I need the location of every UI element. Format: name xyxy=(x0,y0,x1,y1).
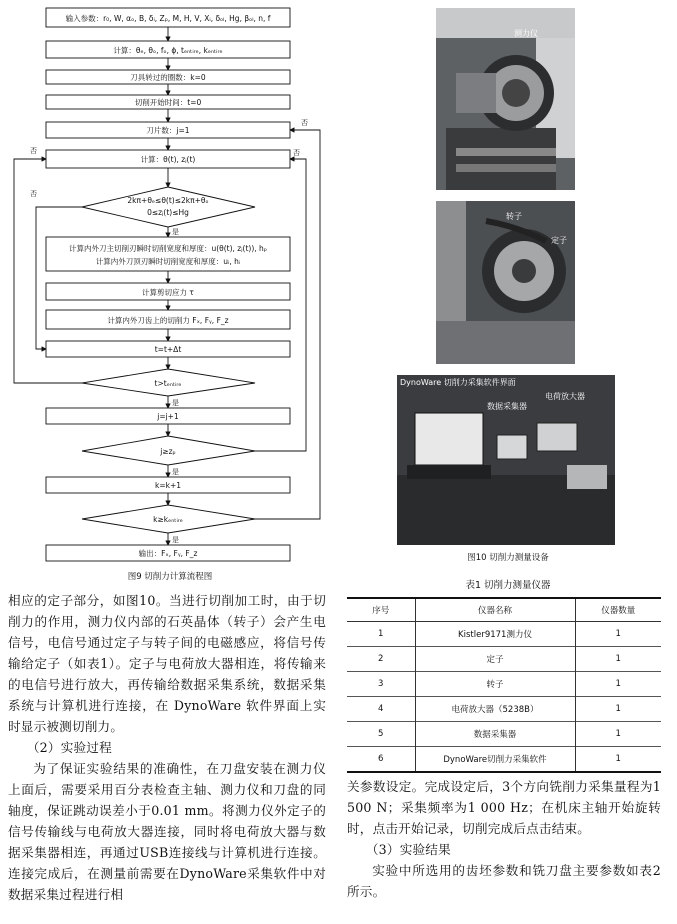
right-column-text xyxy=(347,776,661,902)
j-increment-box: j=j+1 xyxy=(157,412,179,421)
header-name: 仪器名称 xyxy=(415,598,575,622)
cell-index: 6 xyxy=(347,747,415,773)
measurement-setup-photo xyxy=(397,375,615,545)
section-heading: （3）实验结果 xyxy=(365,842,451,857)
cell-count: 1 xyxy=(615,629,621,639)
figure-9-caption: 图9 切削力计算流程图 xyxy=(127,572,213,582)
cell-count: 1 xyxy=(615,679,621,689)
k-increment-box: k=k+1 xyxy=(154,481,182,490)
cond-1-line-b: 0≤zⱼ(t)≤Hg xyxy=(147,208,189,217)
calc-shear-box: 计算剪切应力 τ xyxy=(142,288,194,297)
cell-count: 1 xyxy=(615,754,621,764)
daq-label: 数据采集器 xyxy=(487,402,527,411)
cond-2: t>tₑₙₜᵢᵣₑ xyxy=(154,379,182,388)
calc-box-3-line-b: 计算内外刀顶刃瞬时切削宽度和厚度：uᵢ, hᵢ xyxy=(95,257,241,266)
cond-3: j≥zₚ xyxy=(160,447,176,456)
left-column-text xyxy=(8,590,326,905)
table-row xyxy=(347,697,661,722)
stator-label: 定子 xyxy=(551,236,567,245)
blade-count-box: 刀具转过的圈数：k=0 xyxy=(130,73,206,82)
cell-index: 4 xyxy=(347,697,415,722)
cell-name: 转子 xyxy=(415,672,575,697)
table-header-row xyxy=(347,598,661,622)
output-box: 输出：Fₓ, Fᵧ, F_z xyxy=(138,549,198,558)
cell-name: 数据采集器 xyxy=(415,722,575,747)
calc-box-2: 计算：θ(t), zⱼ(t) xyxy=(140,155,196,164)
dynamometer-photo xyxy=(436,8,575,190)
cell-count: 1 xyxy=(615,704,621,714)
cond-1-line-a: 2kπ+θₑ≤θ(t)≤2kπ+θₒ xyxy=(127,196,209,205)
cell-count: 1 xyxy=(615,654,621,664)
charge-amp-label: 电荷放大器 xyxy=(545,392,585,401)
no-label: 否 xyxy=(30,190,37,198)
instrument-table xyxy=(347,597,661,773)
yes-label: 是 xyxy=(172,468,179,476)
cutting-force-flowchart xyxy=(0,0,340,590)
input-params-box: 输入参数：r₀, W, αₒ, B, δᵢ, Zₚ, M, H, V, Xᵢ, δₒₗ, Hg, βₒₗ, n, f xyxy=(65,14,271,23)
yes-label: 是 xyxy=(172,536,179,544)
cell-name: 定子 xyxy=(415,647,575,672)
dynamometer-label: 测力仪 xyxy=(514,29,538,38)
calc-force-box: 计算内外刀齿上的切削力 Fₓ, Fᵧ, F_z xyxy=(107,316,229,325)
cell-count: 1 xyxy=(615,729,621,739)
no-label: 否 xyxy=(293,149,300,157)
cut-start-box: 切削开始时间：t=0 xyxy=(134,98,202,107)
cell-index: 3 xyxy=(347,672,415,697)
calc-box-3-line-a: 计算内外刀主切削刃瞬时切削宽度和厚度：u(θ(t), zⱼ(t)), hₚ xyxy=(68,244,268,253)
table-row xyxy=(347,722,661,747)
calc-box-1: 计算：θₑ, θₒ, fₒ, ϕ, tₑₙₜᵢᵣₑ, kₑₙₜᵢᵣₑ xyxy=(113,46,223,55)
cell-index: 5 xyxy=(347,722,415,747)
table-1-title: 表1 切削力测量仪器 xyxy=(465,580,551,591)
paragraph: 相应的定子部分，如图10。当进行切削加工时，由于切削力的作用，测力仪内部的石英晶体（转子）会产生电信号，电信号通过定子与转子间的电磁感应，将信号传输给定子（如表1）。定子与电荷放大器相连，将传输来的电信号进行放大，再传输给数据采集系统，数据采集系统与计算机进行连接，在 DynoWare 软件界面上实时显示被测切削力。 xyxy=(8,593,326,734)
cond-4: k≥kₑₙₜᵢᵣₑ xyxy=(153,515,183,524)
figure-10-caption: 图10 切削力测量设备 xyxy=(467,553,549,563)
yes-label: 是 xyxy=(172,399,179,407)
no-label: 否 xyxy=(301,119,308,127)
header-index: 序号 xyxy=(347,598,415,622)
section-heading: （2）实验过程 xyxy=(26,740,112,755)
cell-name: DynoWare切削力采集软件 xyxy=(415,747,575,773)
rotor-stator-photo xyxy=(436,201,575,364)
cell-index: 2 xyxy=(347,647,415,672)
t-increment-box: t=t+Δt xyxy=(154,345,182,354)
cell-name: 电荷放大器（5238B） xyxy=(415,697,575,722)
cell-name: Kistler9171测力仪 xyxy=(415,622,575,647)
header-count: 仪器数量 xyxy=(601,606,636,616)
paragraph: 关参数设定。完成设定后，3个方向铣削力采集量程为1 500 N；采集频率为1 000 Hz；在机床主轴开始旋转时，点击开始记录，切削完成后点击结束。 xyxy=(347,779,661,836)
paragraph: 为了保证实验结果的准确性，在刀盘安装在测力仪上面后，需要采用百分表检查主轴、测力仪和刀盘的同轴度，保证跳动误差小于0.01 mm。将测力仪外定子的信号传输线与电荷放大器连接，同时将电荷放大器与数据采集器相连，再通过USB连接线与计算机进行连接。连接完成后，在测量前需要在DynoWare采集软件中对数据采集过程进行相 xyxy=(8,761,326,902)
software-label: DynoWare 切削力采集软件界面 xyxy=(400,378,516,387)
table-row xyxy=(347,622,661,647)
table-row xyxy=(347,672,661,697)
yes-label: 是 xyxy=(172,228,179,236)
no-label: 否 xyxy=(30,147,37,155)
table-row xyxy=(347,647,661,672)
table-row xyxy=(347,747,661,773)
cell-index: 1 xyxy=(347,622,415,647)
tooth-no-box: 刀片数：j=1 xyxy=(146,126,190,135)
rotor-label: 转子 xyxy=(506,212,522,221)
paragraph: 实验中所选用的齿坯参数和铣刀盘主要参数如表2所示。 xyxy=(347,863,661,899)
